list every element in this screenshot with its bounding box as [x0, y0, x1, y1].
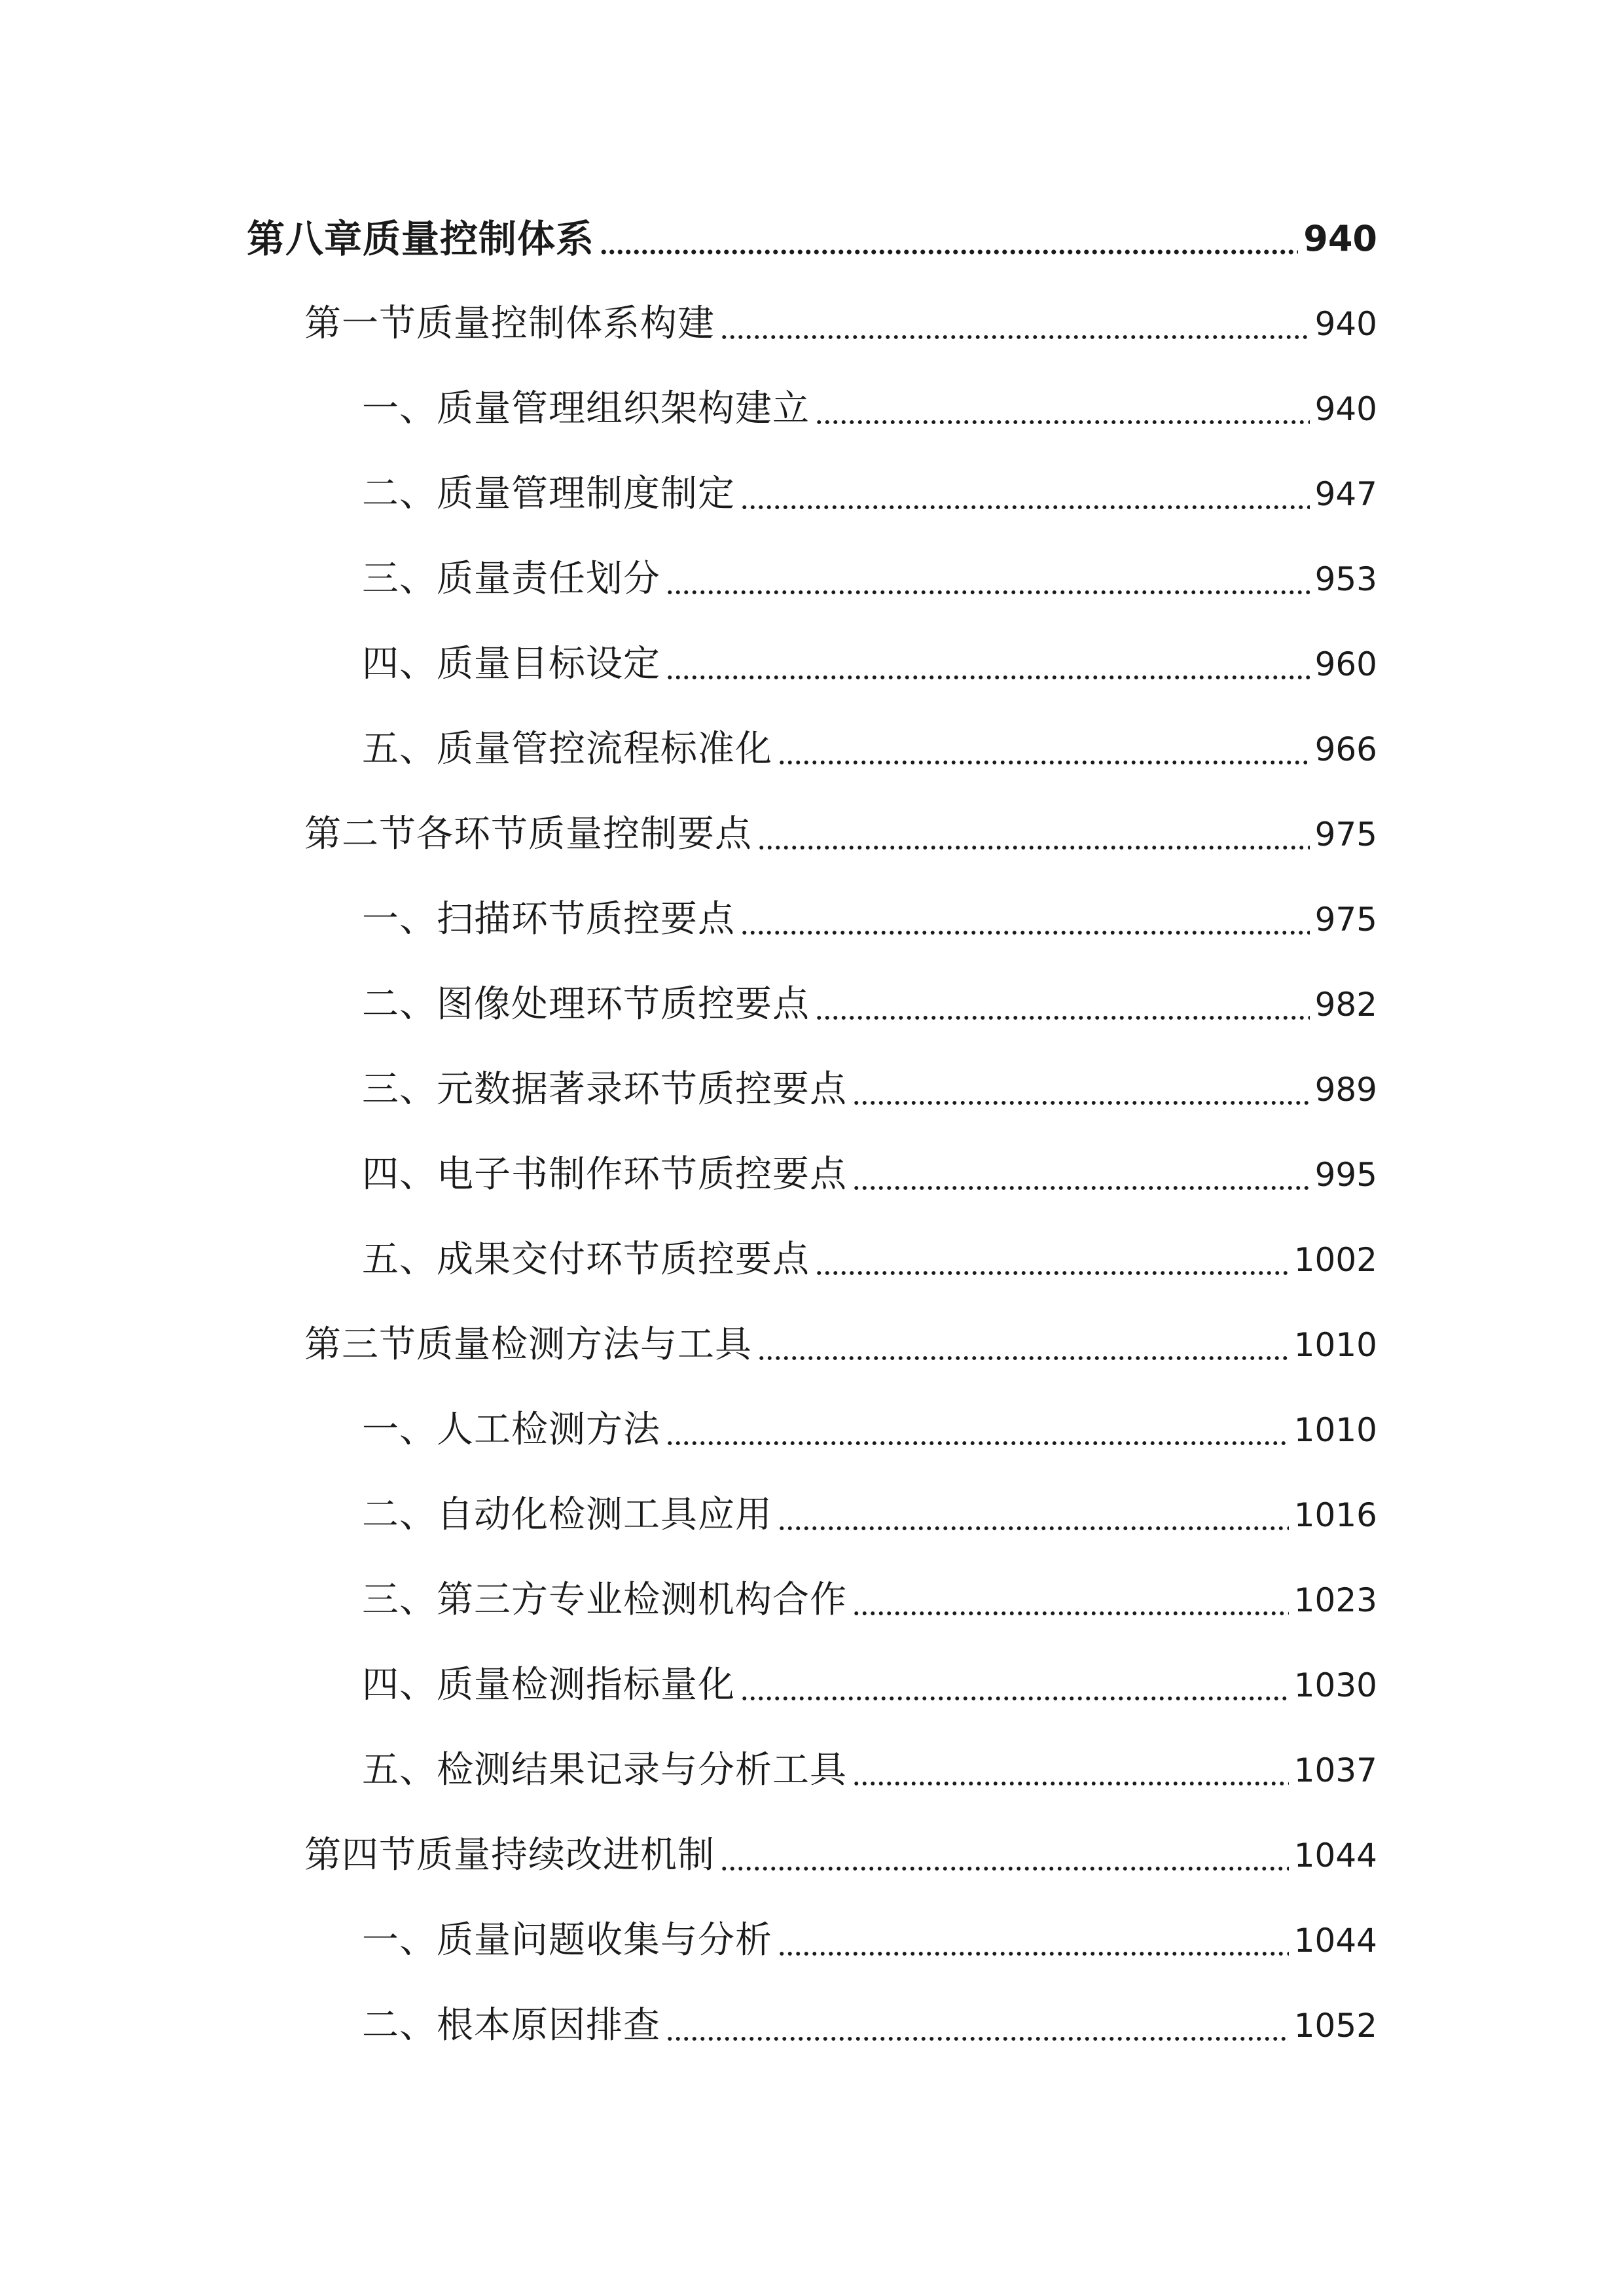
toc-entry-title: 一、质量问题收集与分析 [362, 1919, 772, 1962]
dot-leader [852, 1100, 1310, 1105]
dot-leader [815, 1270, 1289, 1276]
dot-leader [666, 2036, 1289, 2041]
toc-entry-page: 975 [1314, 816, 1377, 853]
dot-leader [666, 590, 1310, 595]
toc-entry-page: 975 [1314, 901, 1377, 939]
toc-entry-title: 一、人工检测方法 [362, 1408, 660, 1451]
toc-entry-title: 第二节各环节质量控制要点 [304, 813, 752, 855]
dot-leader [852, 1185, 1310, 1191]
toc-entry-page: 989 [1314, 1071, 1377, 1109]
toc-entry-item[interactable] [362, 2000, 1377, 2052]
toc-entry-section-3[interactable] [304, 1319, 1377, 1371]
toc-entry-page: 947 [1314, 475, 1377, 513]
toc-entry-item[interactable] [362, 1064, 1377, 1116]
toc-entry-title: 一、质量管理组织架构建立 [362, 387, 810, 430]
toc-entry-item[interactable] [362, 893, 1377, 946]
toc-entry-title: 四、电子书制作环节质控要点 [362, 1153, 847, 1196]
toc-entry-chapter-8[interactable] [247, 213, 1377, 265]
toc-entry-item[interactable] [362, 468, 1377, 520]
toc-entry-page: 1016 [1293, 1496, 1377, 1534]
toc-entry-title: 五、检测结果记录与分析工具 [362, 1749, 847, 1791]
dot-leader [852, 1611, 1289, 1616]
dot-leader [815, 1015, 1310, 1020]
dot-leader [778, 1951, 1289, 1956]
toc-entry-section-2[interactable] [304, 808, 1377, 861]
toc-entry-title: 二、根本原因排查 [362, 2004, 660, 2047]
dot-leader [740, 1696, 1289, 1701]
toc-entry-title: 二、自动化检测工具应用 [362, 1494, 772, 1536]
dot-leader [815, 420, 1310, 425]
dot-leader [740, 505, 1310, 510]
toc-entry-page: 1044 [1293, 1837, 1377, 1874]
toc-entry-title: 五、成果交付环节质控要点 [362, 1238, 810, 1281]
toc-entry-item[interactable] [362, 1914, 1377, 1967]
toc-entry-item[interactable] [362, 383, 1377, 435]
toc-entry-title: 四、质量目标设定 [362, 643, 660, 685]
toc-entry-item[interactable] [362, 723, 1377, 776]
toc-entry-title: 二、图像处理环节质控要点 [362, 983, 810, 1026]
toc-entry-title: 四、质量检测指标量化 [362, 1664, 735, 1706]
toc-entry-item[interactable] [362, 1149, 1377, 1201]
toc-entry-title: 三、元数据著录环节质控要点 [362, 1068, 847, 1111]
toc-entry-page: 1002 [1293, 1241, 1377, 1279]
toc-entry-item[interactable] [362, 1574, 1377, 1626]
toc-entry-title: 一、扫描环节质控要点 [362, 898, 735, 941]
toc-entry-title: 二、质量管理制度制定 [362, 473, 735, 515]
toc-entry-page: 940 [1303, 218, 1377, 259]
toc-entry-item[interactable] [362, 638, 1377, 691]
toc-entry-page: 966 [1314, 730, 1377, 768]
toc-entry-title: 第三节质量检测方法与工具 [304, 1323, 752, 1366]
toc-entry-title: 三、第三方专业检测机构合作 [362, 1579, 847, 1621]
dot-leader [666, 1441, 1289, 1446]
dot-leader [740, 930, 1310, 935]
toc-entry-title: 第一节质量控制体系构建 [304, 302, 715, 345]
toc-entry-item[interactable] [362, 1744, 1377, 1797]
toc-entry-page: 1044 [1293, 1922, 1377, 1960]
toc-entry-page: 960 [1314, 645, 1377, 683]
toc-entry-item[interactable] [362, 1659, 1377, 1712]
toc-entry-page: 1010 [1293, 1411, 1377, 1449]
dot-leader [720, 1866, 1289, 1871]
dot-leader [720, 334, 1310, 340]
toc-entry-page: 1037 [1293, 1751, 1377, 1789]
toc-entry-item[interactable] [362, 1404, 1377, 1456]
toc-entry-section-4[interactable] [304, 1829, 1377, 1882]
toc-entry-title: 第八章质量控制体系 [247, 217, 595, 261]
toc-entry-title: 三、质量责任划分 [362, 558, 660, 600]
toc-entry-page: 1023 [1293, 1581, 1377, 1619]
toc-entry-section-1[interactable] [304, 298, 1377, 350]
toc-entry-page: 995 [1314, 1156, 1377, 1194]
toc-entry-page: 982 [1314, 986, 1377, 1024]
toc-entry-title: 第四节质量持续改进机制 [304, 1834, 715, 1876]
toc-entry-page: 1010 [1293, 1326, 1377, 1364]
toc-entry-page: 1052 [1293, 2007, 1377, 2045]
toc-entry-item[interactable] [362, 553, 1377, 605]
toc-entry-page: 940 [1314, 390, 1377, 428]
toc-entry-item[interactable] [362, 1489, 1377, 1541]
toc-entry-page: 940 [1314, 305, 1377, 343]
dot-leader [666, 675, 1310, 680]
toc-entry-item[interactable] [362, 978, 1377, 1031]
dot-leader [778, 1526, 1289, 1531]
toc-entry-page: 953 [1314, 560, 1377, 598]
dot-leader [852, 1781, 1289, 1786]
toc-entry-page: 1030 [1293, 1666, 1377, 1704]
dot-leader [778, 760, 1310, 765]
dot-leader [600, 249, 1298, 255]
dot-leader [757, 845, 1310, 850]
dot-leader [757, 1355, 1289, 1361]
toc-entry-item[interactable] [362, 1234, 1377, 1286]
toc-entry-title: 五、质量管控流程标准化 [362, 728, 772, 770]
